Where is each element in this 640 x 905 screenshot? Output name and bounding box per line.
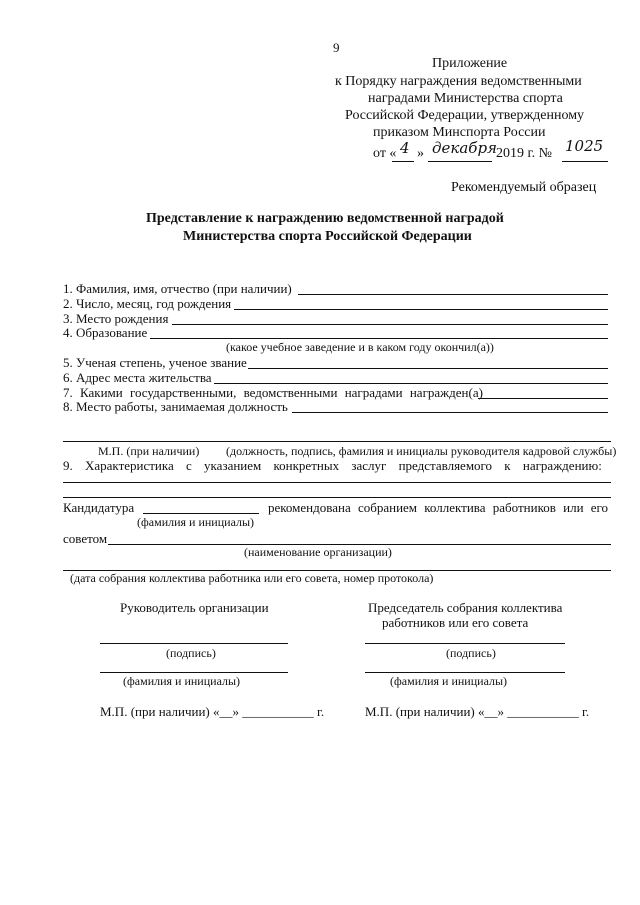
order-month-handwritten: декабря: [432, 139, 497, 157]
field-4-hint: (какое учебное заведение и в каком году окончил(а)): [226, 340, 494, 354]
meeting-date-hint: (дата собрания коллектива работника или его совета, номер протокола): [70, 571, 434, 585]
org-name-hint: (наименование организации): [244, 545, 392, 559]
left-sign-hint: (подпись): [166, 646, 216, 660]
right-mp-date: М.П. (при наличии) «__» ___________ г.: [365, 704, 590, 719]
document-title-line-1: Представление к награждению ведомственной наградой: [146, 211, 504, 226]
page-number: 9: [333, 40, 340, 55]
order-number-handwritten: 1025: [565, 137, 604, 155]
hr-hint: (должность, подпись, фамилия и инициалы руководителя кадровой службы): [226, 444, 617, 458]
right-signer-title-2: работников или его совета: [382, 615, 529, 630]
field-1-line[interactable]: [298, 294, 608, 295]
right-name-hint: (фамилия и инициалы): [390, 674, 508, 688]
field-3-label: 3. Место рождения: [63, 311, 169, 326]
candidature-label: Кандидатура: [63, 500, 135, 515]
hr-mp-label: М.П. (при наличии): [98, 444, 200, 458]
field-2-line[interactable]: [234, 309, 608, 310]
hr-signature-line[interactable]: [63, 441, 611, 442]
field-7-line[interactable]: [478, 398, 608, 399]
left-signature-line[interactable]: [100, 643, 288, 644]
appendix-line-5: приказом Минспорта России: [373, 125, 546, 140]
field-2-label: 2. Число, месяц, год рождения: [63, 296, 232, 311]
recommended-sample: Рекомендуемый образец: [451, 180, 597, 195]
field-8-label: 8. Место работы, занимаемая должность: [63, 399, 288, 414]
order-year: 2019 г. №: [496, 146, 553, 161]
field-4-line[interactable]: [150, 338, 608, 339]
field-7-label: 7. Какими государственными, ведомственными наградами награжден(а): [63, 385, 483, 400]
field-9-label: 9. Характеристика с указанием конкретных заслуг представляемого к награждению:: [63, 458, 602, 473]
order-date-prefix: от «: [373, 146, 397, 161]
field-6-line[interactable]: [214, 383, 608, 384]
field-4-label: 4. Образование: [63, 325, 148, 340]
field-1-label: 1. Фамилия, имя, отчество (при наличии): [63, 281, 292, 296]
appendix-title: Приложение: [432, 56, 508, 71]
field-6-label: 6. Адрес места жительства: [63, 370, 212, 385]
right-signer-title-1: Председатель собрания коллектива: [368, 600, 563, 615]
appendix-line-4: Российской Федерации, утвержденному: [345, 108, 585, 123]
field-5-label: 5. Ученая степень, ученое звание: [63, 355, 247, 370]
candidature-fio-hint: (фамилия и инициалы): [137, 515, 255, 529]
field-8-line[interactable]: [292, 412, 608, 413]
right-sign-hint: (подпись): [446, 646, 496, 660]
right-name-line[interactable]: [365, 672, 565, 673]
field-3-line[interactable]: [172, 324, 608, 325]
appendix-line-3: наградами Министерства спорта: [368, 91, 563, 106]
candidature-text: рекомендована собранием коллектива работников или его: [268, 500, 609, 515]
right-signature-line[interactable]: [365, 643, 565, 644]
field-5-line[interactable]: [248, 368, 608, 369]
candidature-name-line[interactable]: [143, 513, 259, 514]
appendix-line-2: к Порядку награждения ведомственными: [335, 74, 582, 89]
order-date-mid: »: [417, 146, 424, 161]
left-name-line[interactable]: [100, 672, 288, 673]
document-title-line-2: Министерства спорта Российской Федерации: [183, 229, 472, 244]
field-9-line-1[interactable]: [63, 482, 611, 483]
order-day-handwritten: 4: [400, 139, 410, 157]
field-9-line-2[interactable]: [63, 497, 611, 498]
council-label: советом: [63, 531, 108, 546]
left-mp-date: М.П. (при наличии) «__» ___________ г.: [100, 704, 325, 719]
left-name-hint: (фамилия и инициалы): [123, 674, 241, 688]
left-signer-title: Руководитель организации: [120, 600, 269, 615]
